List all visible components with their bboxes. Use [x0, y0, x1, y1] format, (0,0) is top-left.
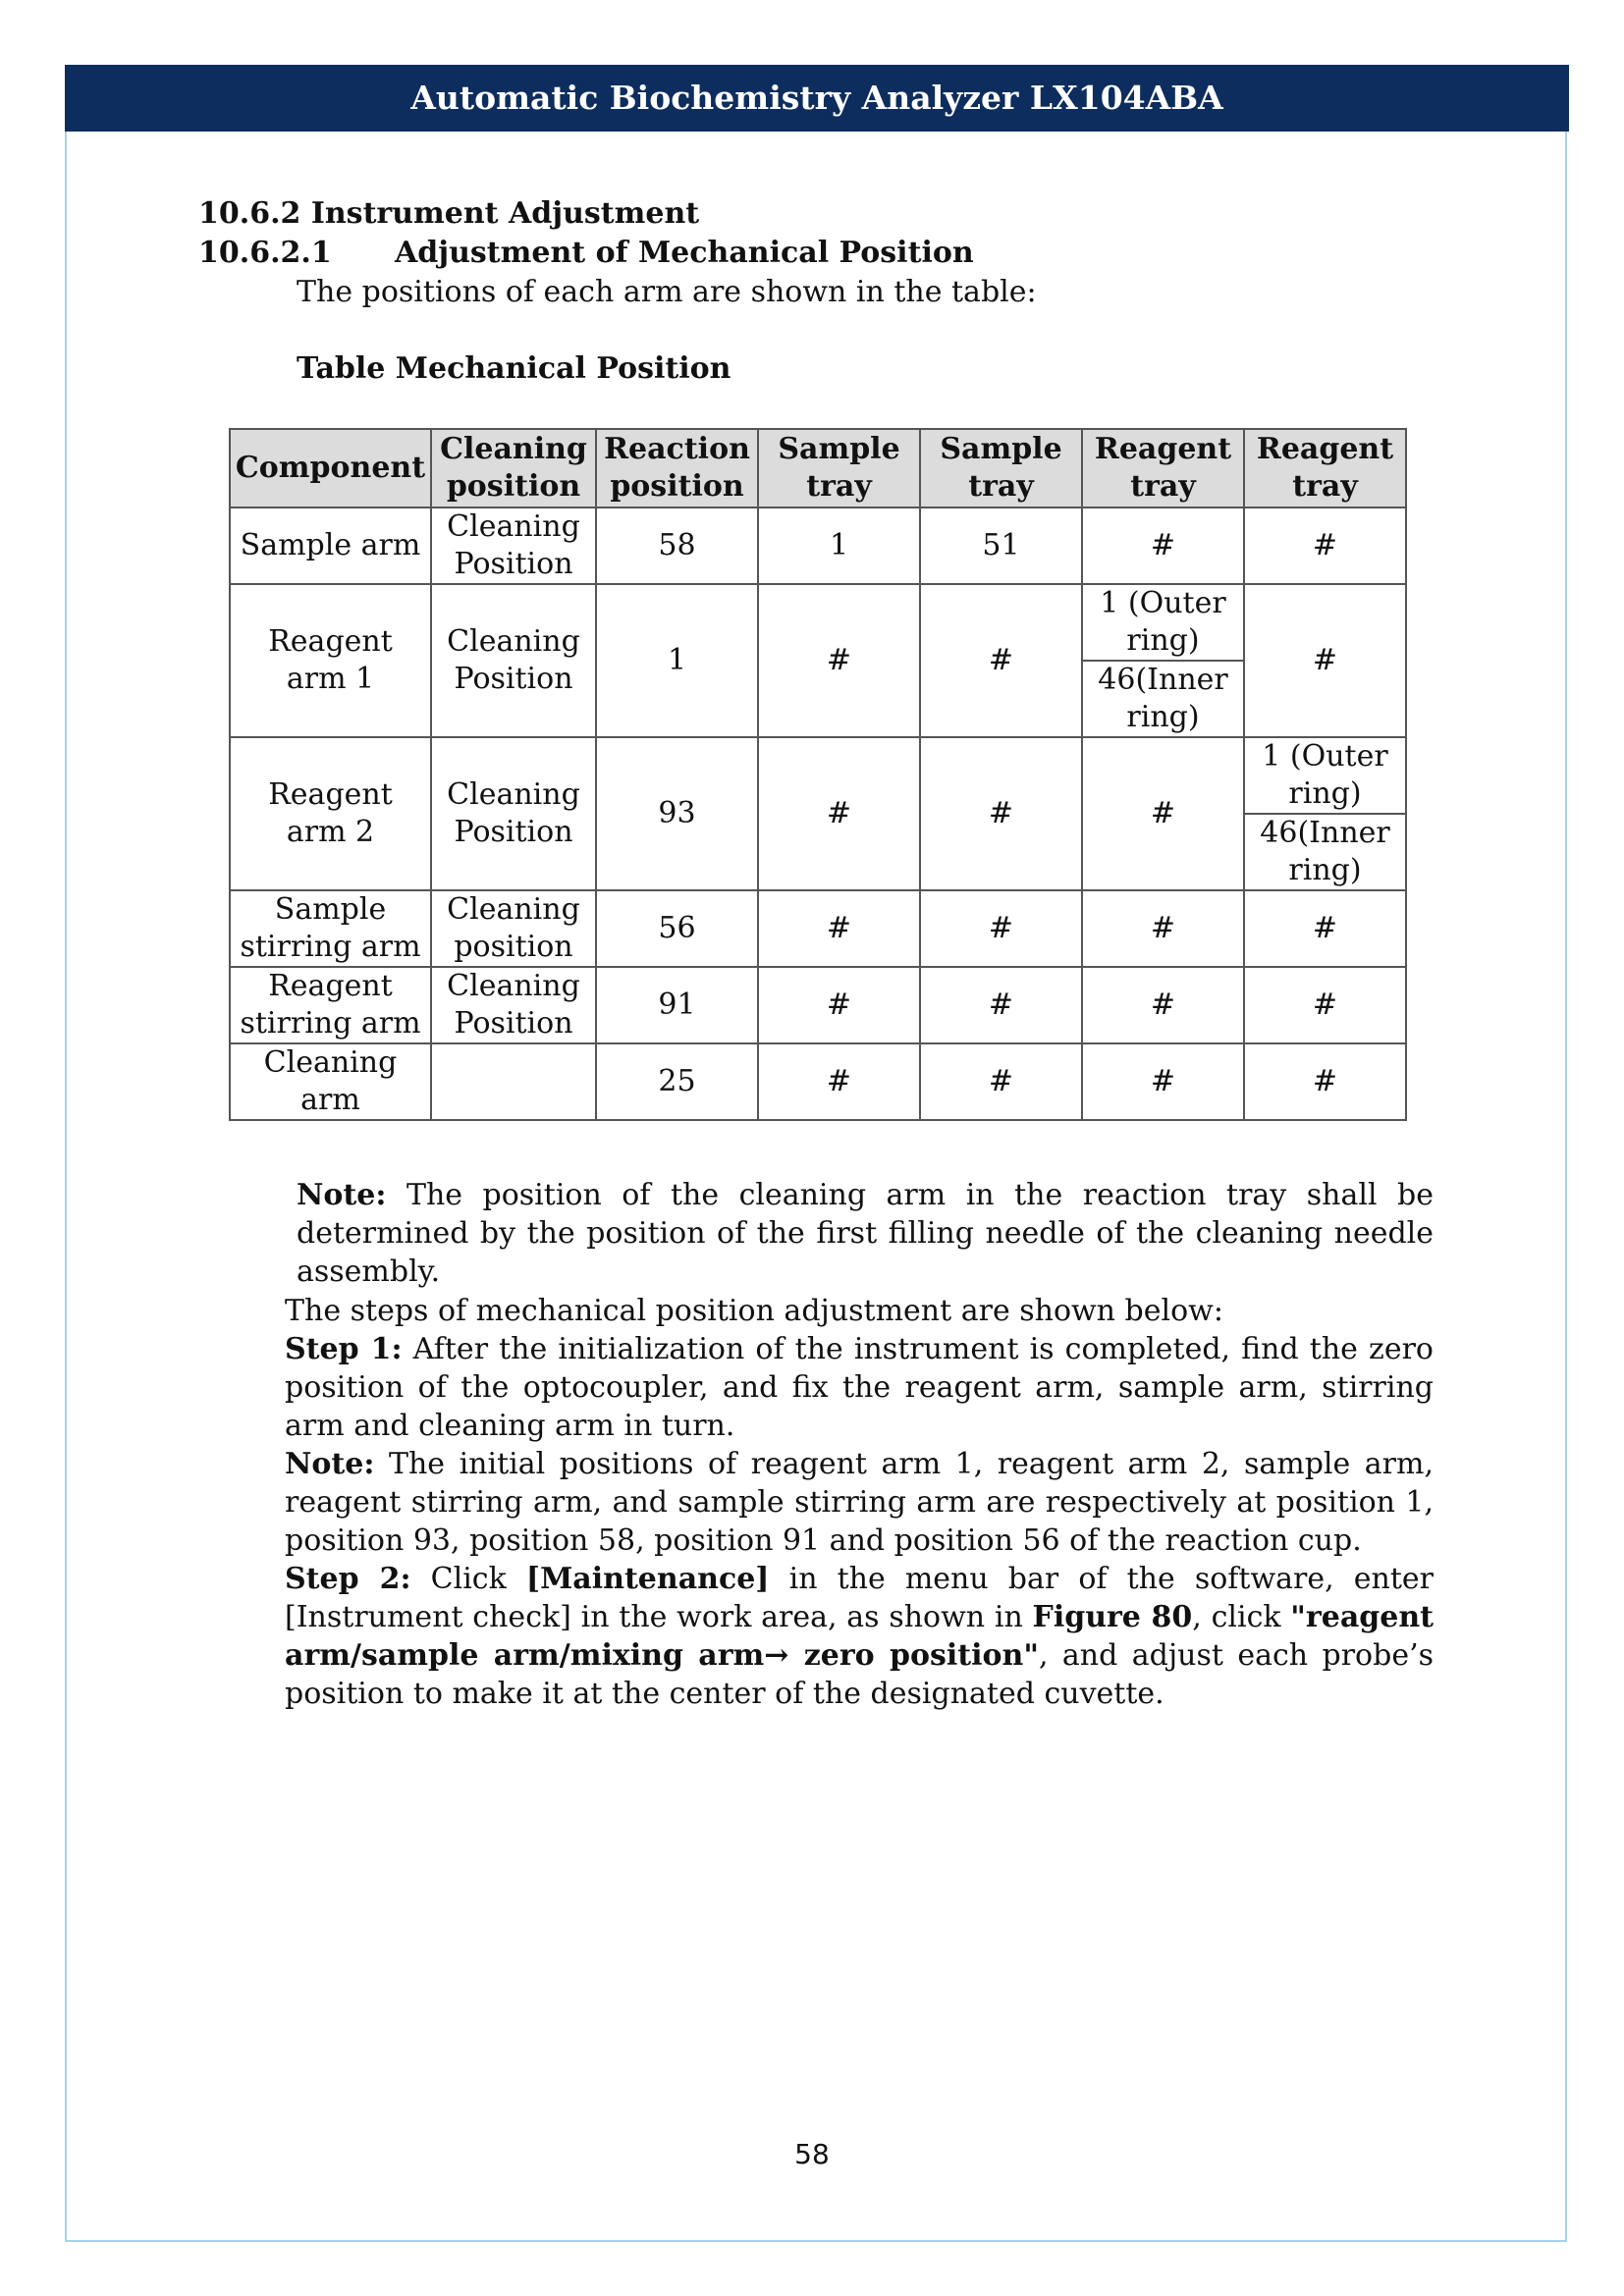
- figure-ref: Figure 80: [1032, 1600, 1193, 1634]
- table-header-cell: Sample tray: [758, 429, 920, 507]
- table-header-cell: Reaction position: [596, 429, 758, 507]
- table-row: [230, 1043, 1406, 1120]
- table-header-row: [230, 429, 1406, 507]
- table-header-cell: Sample tray: [920, 429, 1082, 507]
- step-2: [285, 1560, 1434, 1713]
- note-label: Note:: [297, 1178, 387, 1212]
- table-cell: #: [1244, 890, 1406, 967]
- table-cell: #: [920, 967, 1082, 1043]
- step-2-text: , click: [1192, 1600, 1291, 1634]
- table-cell: #: [920, 737, 1082, 890]
- table-header-cell: Component: [230, 429, 431, 507]
- document-header: Automatic Biochemistry Analyzer LX104ABA: [65, 65, 1569, 132]
- table-cell: #: [1244, 584, 1406, 737]
- table-row: [230, 737, 1406, 814]
- steps-intro: The steps of mechanical position adjustment are shown below:: [285, 1294, 1223, 1328]
- table-cell: 46(Inner ring): [1244, 814, 1406, 890]
- table-cell: Cleaning Position: [431, 507, 596, 584]
- table-cell: Cleaning arm: [230, 1043, 431, 1120]
- table-caption: Table Mechanical Position: [297, 351, 731, 386]
- subsection-title: Adjustment of Mechanical Position: [395, 236, 974, 270]
- page-number: 58: [794, 2138, 830, 2170]
- mechanical-position-table: [229, 428, 1407, 1121]
- page-frame: [65, 65, 1567, 2242]
- table-cell: #: [1082, 890, 1244, 967]
- table-cell: #: [758, 1043, 920, 1120]
- table-cell: 51: [920, 507, 1082, 584]
- table-cell: 1 (Outer ring): [1244, 737, 1406, 814]
- step-2-text: , and adjust each probe’s position to make it at the center of the designated cuvette.: [285, 1638, 1434, 1711]
- table-cell: #: [920, 890, 1082, 967]
- note-text: The position of the cleaning arm in the reaction tray shall be determined by the position of the first filling needle of the cleaning needle assembly.: [297, 1178, 1434, 1289]
- step-1-label: Step 1:: [285, 1332, 403, 1366]
- table-cell: Sample stirring arm: [230, 890, 431, 967]
- table-cell: 1: [596, 584, 758, 737]
- command-ref: "reagent arm/sample arm/mixing arm→ zero position": [285, 1600, 1434, 1673]
- step-note-label: Note:: [285, 1447, 375, 1481]
- maintenance-menu-ref: [Maintenance]: [525, 1562, 770, 1596]
- step-2-text: in the menu bar of the software, enter [Instrument check] in the work area, as shown in: [285, 1562, 1434, 1634]
- table-cell: #: [1244, 1043, 1406, 1120]
- table-note: [297, 1176, 1434, 1291]
- section-heading: 10.6.2 Instrument Adjustment: [198, 196, 700, 231]
- adjustment-steps: [285, 1292, 1434, 1713]
- table-cell: Reagent stirring arm: [230, 967, 431, 1043]
- step-note: [285, 1445, 1434, 1560]
- table-cell: #: [758, 737, 920, 890]
- table-row: [230, 967, 1406, 1043]
- table-row: [230, 507, 1406, 584]
- table-cell: Reagent arm 2: [230, 737, 431, 890]
- table-cell: #: [758, 584, 920, 737]
- step-2-text: Click: [410, 1562, 526, 1596]
- table-cell: #: [1244, 967, 1406, 1043]
- step-note-text: The initial positions of reagent arm 1, reagent arm 2, sample arm, reagent stirring arm, and sample stirring arm are respectively at position 1, position 93, position 58, position 91 and position 56 of the reaction cup.: [285, 1447, 1434, 1558]
- step-2-label: Step 2:: [285, 1562, 411, 1596]
- table-header-cell: Cleaning position: [431, 429, 596, 507]
- table-header-cell: Reagent tray: [1082, 429, 1244, 507]
- table-cell: 25: [596, 1043, 758, 1120]
- step-1: [285, 1330, 1434, 1445]
- table-cell: #: [758, 890, 920, 967]
- table-cell: #: [758, 967, 920, 1043]
- table-cell: #: [920, 1043, 1082, 1120]
- table-cell: #: [1082, 967, 1244, 1043]
- table-cell: #: [1082, 737, 1244, 890]
- table-row: [230, 584, 1406, 661]
- table-cell: #: [1082, 507, 1244, 584]
- table-cell: Reagent arm 1: [230, 584, 431, 737]
- table-cell: Cleaning Position: [431, 737, 596, 890]
- table-cell: Cleaning Position: [431, 584, 596, 737]
- table-cell: Cleaning position: [431, 890, 596, 967]
- table-cell: 1 (Outer ring): [1082, 584, 1244, 661]
- table-cell: 1: [758, 507, 920, 584]
- table-cell: 93: [596, 737, 758, 890]
- table-cell: Sample arm: [230, 507, 431, 584]
- table-row: [230, 890, 1406, 967]
- intro-text: The positions of each arm are shown in the table:: [297, 275, 1037, 309]
- table-cell: 46(Inner ring): [1082, 661, 1244, 737]
- table-cell: #: [1082, 1043, 1244, 1120]
- step-1-text: After the initialization of the instrument is completed, find the zero position of the optocoupler, and fix the reagent arm, sample arm, stirring arm and cleaning arm in turn.: [285, 1332, 1434, 1443]
- table-cell: 56: [596, 890, 758, 967]
- table-header-cell: Reagent tray: [1244, 429, 1406, 507]
- subsection-number: 10.6.2.1: [198, 236, 332, 270]
- table-cell: [431, 1043, 596, 1120]
- subsection-heading: [198, 236, 974, 270]
- table-cell: Cleaning Position: [431, 967, 596, 1043]
- table-cell: 58: [596, 507, 758, 584]
- table-cell: #: [1244, 507, 1406, 584]
- table-cell: #: [920, 584, 1082, 737]
- table-cell: 91: [596, 967, 758, 1043]
